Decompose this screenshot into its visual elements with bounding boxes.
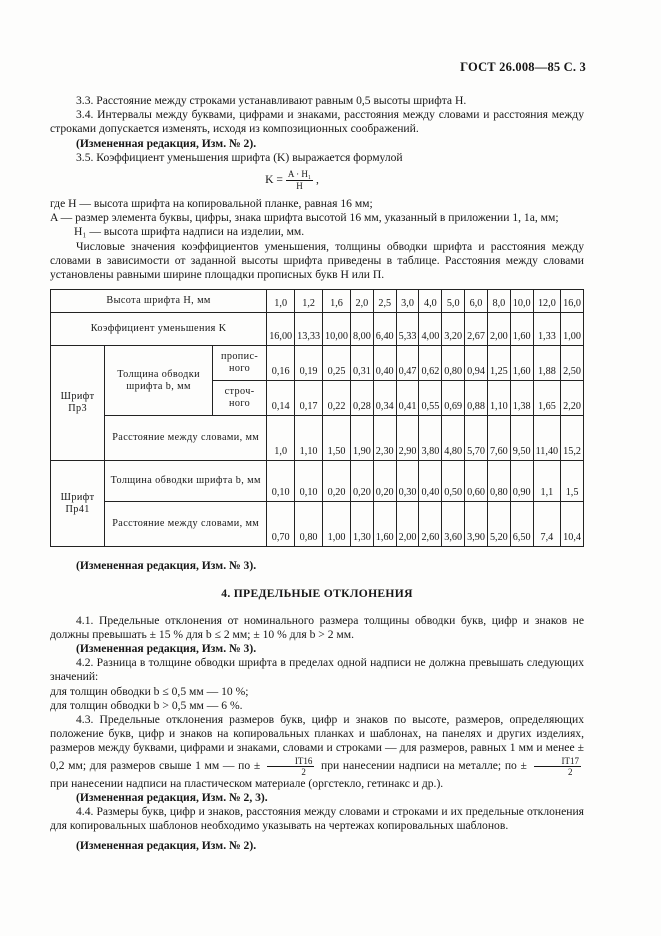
value-cell: 2,00 — [487, 313, 510, 346]
row-label: Высота шрифта H, мм — [51, 290, 267, 313]
value-cell: 0,80 — [295, 502, 323, 547]
value-cell: 1,5 — [561, 461, 584, 502]
definition-h: где H — высота шрифта на копировальной планке, равная 16 мм; — [50, 197, 373, 211]
page-header: ГОСТ 26.008—85 С. 3 — [460, 60, 586, 74]
value-cell: 0,62 — [419, 346, 442, 381]
value-cell: 2,67 — [465, 313, 488, 346]
it17-fraction — [534, 756, 582, 777]
value-cell: 3,0 — [396, 290, 419, 313]
table-row-height — [51, 290, 584, 313]
value-cell: 1,0 — [267, 416, 295, 461]
value-cell: 0,50 — [442, 461, 465, 502]
value-cell: 3,20 — [442, 313, 465, 346]
table-row-pr3-spacing — [51, 416, 584, 461]
revision-note: (Измененная редакция, Изм. № 2, 3). — [76, 790, 268, 804]
clause-3-5: 3.5. Коэффициент уменьшения шрифта (K) выражается формулой — [76, 150, 403, 164]
value-cell: 1,00 — [561, 313, 584, 346]
revision-note: (Измененная редакция, Изм. № 3). — [76, 559, 257, 573]
table-row-pr41-thickness — [51, 461, 584, 502]
value-cell: 4,00 — [419, 313, 442, 346]
value-cell: 1,60 — [510, 313, 533, 346]
revision-note: (Измененная редакция, Изм. № 2). — [76, 839, 257, 853]
row-sublabel: пропис-ного — [213, 346, 267, 381]
value-cell: 13,33 — [295, 313, 323, 346]
value-cell: 0,47 — [396, 346, 419, 381]
value-cell: 9,50 — [510, 416, 533, 461]
it16-numerator: IT16 — [267, 756, 315, 767]
formula-tail: , — [316, 173, 319, 187]
it17-numerator: IT17 — [534, 756, 582, 767]
clause-4-1: 4.1. Предельные отклонения от номинального размера толщины обводки букв, цифр и знаков не должны превышать ± 15 % для b ≤ 2 мм; ± 10 % для b > 2 мм. — [50, 613, 584, 641]
value-cell: 0,30 — [396, 461, 419, 502]
value-cell: 7,4 — [533, 502, 561, 547]
formula-numerator: A · H₁ — [287, 169, 312, 180]
value-cell: 1,25 — [487, 346, 510, 381]
value-cell: 1,33 — [533, 313, 561, 346]
row-label: Расстояние между словами, мм — [105, 502, 267, 547]
value-cell: 0,55 — [419, 381, 442, 416]
clause-4-2-item-a: для толщин обводки b ≤ 0,5 мм — 10 %; — [50, 684, 249, 698]
row-sublabel: строч-ного — [213, 381, 267, 416]
value-cell: 2,50 — [561, 346, 584, 381]
reduction-formula — [50, 169, 584, 192]
value-cell: 2,00 — [396, 502, 419, 547]
value-cell: 10,4 — [561, 502, 584, 547]
value-cell: 3,60 — [442, 502, 465, 547]
value-cell: 0,40 — [419, 461, 442, 502]
value-cell: 4,0 — [419, 290, 442, 313]
value-cell: 0,14 — [267, 381, 295, 416]
definition-a: A — размер элемента буквы, цифры, знака шрифта высотой 16 мм, указанный в приложении 1, 1а, мм; — [50, 211, 559, 225]
value-cell: 1,1 — [533, 461, 561, 502]
value-cell: 1,88 — [533, 346, 561, 381]
value-cell: 0,70 — [267, 502, 295, 547]
value-cell: 0,34 — [373, 381, 396, 416]
value-cell: 1,60 — [373, 502, 396, 547]
value-cell: 0,17 — [295, 381, 323, 416]
value-cell: 1,0 — [267, 290, 295, 313]
value-cell: 11,40 — [533, 416, 561, 461]
value-cell: 8,0 — [487, 290, 510, 313]
value-cell: 16,00 — [267, 313, 295, 346]
value-cell: 15,2 — [561, 416, 584, 461]
value-cell: 5,70 — [465, 416, 488, 461]
value-cell: 5,33 — [396, 313, 419, 346]
row-label: Толщина обводки шрифта b, мм — [105, 346, 213, 416]
font-parameters-table — [50, 289, 584, 547]
clause-3-3: 3.3. Расстояние между строками устанавливают равным 0,5 высоты шрифта H. — [76, 94, 467, 107]
font-group-label: Шрифт Пр41 — [51, 461, 105, 547]
revision-note: (Измененная редакция, Изм. № 3). — [76, 642, 257, 656]
font-group-label: Шрифт Пр3 — [51, 346, 105, 461]
row-label: Расстояние между словами, мм — [105, 416, 267, 461]
clause-4-3-main: 4.3. Предельные отклонения размеров букв, цифр и знаков по высоте, размеров, определяющих положение букв, цифр и знаков на копировальных планках и шаблонах, на панелях и других изделиях, размеров между буквами, цифрами и знаками, словами и строками — для размеров, равных 1 мм и менее ± 0,2 мм; для размеров свыше 1 мм — по ± — [50, 713, 584, 772]
it16-denominator: 2 — [301, 766, 306, 777]
table-row-pr3-upper — [51, 346, 584, 381]
clause-4-3 — [50, 713, 584, 791]
value-cell: 0,41 — [396, 381, 419, 416]
value-cell: 1,00 — [323, 502, 351, 547]
value-cell: 1,2 — [295, 290, 323, 313]
value-cell: 0,80 — [442, 346, 465, 381]
value-cell: 10,0 — [510, 290, 533, 313]
row-label: Коэффициент уменьшения K — [51, 313, 267, 346]
value-cell: 1,38 — [510, 381, 533, 416]
clause-4-3-end: при нанесении надписи на пластическом материале (оргстекло, гетинакс и др.). — [50, 776, 444, 790]
value-cell: 16,0 — [561, 290, 584, 313]
definition-h1: H₁ — высота шрифта надписи на изделии, мм. — [74, 225, 305, 239]
page-content — [50, 94, 584, 854]
value-cell: 2,60 — [419, 502, 442, 547]
value-cell: 0,80 — [487, 461, 510, 502]
value-cell: 2,0 — [350, 290, 373, 313]
value-cell: 6,50 — [510, 502, 533, 547]
value-cell: 5,20 — [487, 502, 510, 547]
formula-denominator: H — [296, 181, 303, 192]
table-row-pr41-spacing — [51, 502, 584, 547]
chapter-4-title: 4. ПРЕДЕЛЬНЫЕ ОТКЛОНЕНИЯ — [221, 587, 413, 601]
value-cell: 1,50 — [323, 416, 351, 461]
value-cell: 2,5 — [373, 290, 396, 313]
clause-4-3-mid: при нанесении надписи на металле; по ± — [321, 758, 527, 772]
value-cell: 0,90 — [510, 461, 533, 502]
value-cell: 0,20 — [323, 461, 351, 502]
clause-4-4: 4.4. Размеры букв, цифр и знаков, расстояния между словами и строками и их предельные отклонения для копировальных шаблонов необходимо указывать на чертежах копировальных шаблонов. — [50, 805, 584, 833]
value-cell: 0,22 — [323, 381, 351, 416]
revision-note: (Измененная редакция, Изм. № 2). — [76, 136, 257, 150]
value-cell: 12,0 — [533, 290, 561, 313]
it17-denominator: 2 — [568, 766, 573, 777]
value-cell: 4,80 — [442, 416, 465, 461]
value-cell: 1,10 — [487, 381, 510, 416]
value-cell: 0,19 — [295, 346, 323, 381]
value-cell: 5,0 — [442, 290, 465, 313]
formula-lhs: K = — [265, 173, 283, 187]
value-cell: 0,25 — [323, 346, 351, 381]
value-cell: 8,00 — [350, 313, 373, 346]
formula-fraction — [286, 169, 313, 192]
value-cell: 0,88 — [465, 381, 488, 416]
value-cell: 3,80 — [419, 416, 442, 461]
value-cell: 2,90 — [396, 416, 419, 461]
value-cell: 10,00 — [323, 313, 351, 346]
clause-4-2-item-b: для толщин обводки b > 0,5 мм — 6 %. — [50, 698, 243, 712]
value-cell: 3,90 — [465, 502, 488, 547]
value-cell: 0,40 — [373, 346, 396, 381]
value-cell: 2,20 — [561, 381, 584, 416]
table-row-coefficient — [51, 313, 584, 346]
value-cell: 0,20 — [373, 461, 396, 502]
value-cell: 0,16 — [267, 346, 295, 381]
clause-4-2: 4.2. Разница в толщине обводки шрифта в пределах одной надписи не должна превышать следующих значений: — [50, 656, 584, 684]
value-cell: 6,40 — [373, 313, 396, 346]
value-cell: 0,94 — [465, 346, 488, 381]
value-cell: 6,0 — [465, 290, 488, 313]
value-cell: 0,10 — [295, 461, 323, 502]
value-cell: 0,20 — [350, 461, 373, 502]
value-cell: 1,60 — [510, 346, 533, 381]
value-cell: 0,28 — [350, 381, 373, 416]
value-cell: 0,31 — [350, 346, 373, 381]
value-cell: 1,90 — [350, 416, 373, 461]
it16-fraction — [267, 756, 315, 777]
clause-3-4: 3.4. Интервалы между буквами, цифрами и знаками, расстояния между словами и расстояния между строками допускается изменять, исходя из композиционных соображений. — [50, 108, 584, 136]
row-label: Толщина обводки шрифта b, мм — [105, 461, 267, 502]
value-cell: 1,6 — [323, 290, 351, 313]
value-cell: 1,30 — [350, 502, 373, 547]
values-paragraph: Числовые значения коэффициентов уменьшения, толщины обводки шрифта и расстояния между словами в зависимости от заданной высоты шрифта приведены в таблице. Расстояния между словами установлены равными ширине площадки прописных букв Н или П. — [50, 239, 584, 282]
value-cell: 0,69 — [442, 381, 465, 416]
value-cell: 2,30 — [373, 416, 396, 461]
value-cell: 7,60 — [487, 416, 510, 461]
value-cell: 0,60 — [465, 461, 488, 502]
value-cell: 1,65 — [533, 381, 561, 416]
value-cell: 1,10 — [295, 416, 323, 461]
value-cell: 0,10 — [267, 461, 295, 502]
